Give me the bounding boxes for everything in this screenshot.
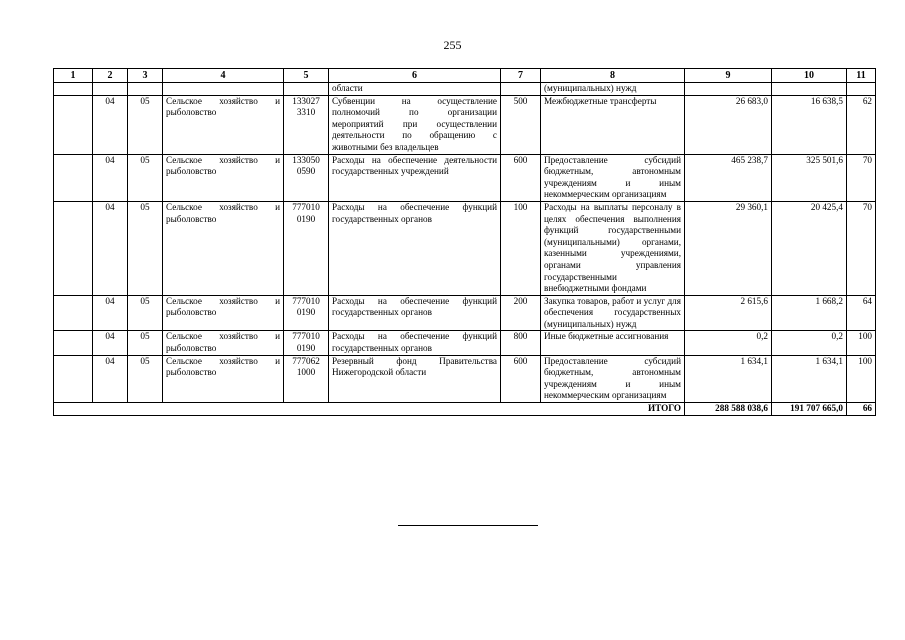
- col-header-6: 6: [329, 69, 501, 83]
- planned-amount: 1 634,1: [685, 355, 772, 402]
- expense-type-code: 200: [501, 295, 541, 331]
- col-header-3: 3: [128, 69, 163, 83]
- empty-cell: [54, 295, 93, 331]
- expense-type-code: 500: [501, 95, 541, 154]
- expense-type-name: Иные бюджетные ассигнования: [541, 331, 685, 355]
- total-row: [54, 403, 876, 416]
- target-article: 133050 0590: [284, 154, 329, 201]
- actual-amount: 1 634,1: [772, 355, 847, 402]
- expense-type-name: Предоставление субсидий бюджетным, автономным учреждениям и иным некоммерческим организациям: [541, 355, 685, 402]
- expense-type-name: Расходы на выплаты персоналу в целях обеспечения выполнения функций государственными (муниципальными) органами, казенными учреждениями, органами управления государственными внебюджетными фондами: [541, 201, 685, 295]
- expense-description: Расходы на обеспечение функций государственных органов: [329, 295, 501, 331]
- expense-description: Расходы на обеспечение деятельности государственных учреждений: [329, 154, 501, 201]
- col-header-11: 11: [847, 69, 876, 83]
- col-header-8: 8: [541, 69, 685, 83]
- actual-amount: 325 501,6: [772, 154, 847, 201]
- header-row: [54, 69, 876, 83]
- target-article: 777062 1000: [284, 355, 329, 402]
- expense-description: Расходы на обеспечение функций государственных органов: [329, 331, 501, 355]
- subsection-code: 05: [128, 95, 163, 154]
- section-code: 04: [93, 355, 128, 402]
- continuation-description: области: [329, 83, 501, 96]
- execution-percent: 100: [847, 355, 876, 402]
- target-article: 777010 0190: [284, 201, 329, 295]
- expense-type-code: 100: [501, 201, 541, 295]
- section-code: 04: [93, 295, 128, 331]
- actual-amount: 16 638,5: [772, 95, 847, 154]
- execution-percent: 70: [847, 154, 876, 201]
- total-planned: 288 588 038,6: [685, 403, 772, 416]
- subsection-code: 05: [128, 201, 163, 295]
- table-row: [54, 355, 876, 402]
- col-header-7: 7: [501, 69, 541, 83]
- execution-percent: 100: [847, 331, 876, 355]
- section-code: 04: [93, 201, 128, 295]
- col-header-5: 5: [284, 69, 329, 83]
- target-article: 777010 0190: [284, 331, 329, 355]
- expense-type-code: 600: [501, 355, 541, 402]
- subsection-code: 05: [128, 355, 163, 402]
- planned-amount: 465 238,7: [685, 154, 772, 201]
- expense-type-code: 800: [501, 331, 541, 355]
- continuation-expense-type: (муниципальных) нужд: [541, 83, 685, 96]
- col-header-9: 9: [685, 69, 772, 83]
- empty-cell: [54, 154, 93, 201]
- section-name: Сельское хозяйство и рыболовство: [163, 331, 284, 355]
- section-name: Сельское хозяйство и рыболовство: [163, 201, 284, 295]
- section-name: Сельское хозяйство и рыболовство: [163, 154, 284, 201]
- table-row: [54, 201, 876, 295]
- target-article: 777010 0190: [284, 295, 329, 331]
- target-article: 133027 3310: [284, 95, 329, 154]
- empty-cell: [54, 201, 93, 295]
- subsection-code: 05: [128, 295, 163, 331]
- section-code: 04: [93, 95, 128, 154]
- expense-type-name: Предоставление субсидий бюджетным, автономным учреждениям и иным некоммерческим организациям: [541, 154, 685, 201]
- actual-amount: 0,2: [772, 331, 847, 355]
- execution-percent: 70: [847, 201, 876, 295]
- planned-amount: 26 683,0: [685, 95, 772, 154]
- total-label: ИТОГО: [54, 403, 685, 416]
- col-header-10: 10: [772, 69, 847, 83]
- subsection-code: 05: [128, 331, 163, 355]
- actual-amount: 20 425,4: [772, 201, 847, 295]
- planned-amount: 0,2: [685, 331, 772, 355]
- total-actual: 191 707 665,0: [772, 403, 847, 416]
- planned-amount: 2 615,6: [685, 295, 772, 331]
- expense-type-code: 600: [501, 154, 541, 201]
- empty-cell: [54, 95, 93, 154]
- page-number: 255: [443, 38, 462, 52]
- empty-cell: [54, 355, 93, 402]
- execution-percent: 62: [847, 95, 876, 154]
- col-header-2: 2: [93, 69, 128, 83]
- expense-type-name: Межбюджетные трансферты: [541, 95, 685, 154]
- section-code: 04: [93, 331, 128, 355]
- expense-description: Субвенции на осуществление полномочий по организации мероприятий при осуществлении деятельности по обращению с животными без владельцев: [329, 95, 501, 154]
- footer-divider: [398, 525, 538, 526]
- section-name: Сельское хозяйство и рыболовство: [163, 295, 284, 331]
- col-header-4: 4: [163, 69, 284, 83]
- execution-percent: 64: [847, 295, 876, 331]
- subsection-code: 05: [128, 154, 163, 201]
- section-name: Сельское хозяйство и рыболовство: [163, 355, 284, 402]
- total-percent: 66: [847, 403, 876, 416]
- section-name: Сельское хозяйство и рыболовство: [163, 95, 284, 154]
- planned-amount: 29 360,1: [685, 201, 772, 295]
- expense-description: Расходы на обеспечение функций государственных органов: [329, 201, 501, 295]
- section-code: 04: [93, 154, 128, 201]
- actual-amount: 1 668,2: [772, 295, 847, 331]
- continuation-row: [54, 83, 876, 96]
- empty-cell: [54, 331, 93, 355]
- table-row: [54, 154, 876, 201]
- expense-type-name: Закупка товаров, работ и услуг для обеспечения государственных (муниципальных) нужд: [541, 295, 685, 331]
- table-row: [54, 331, 876, 355]
- col-header-1: 1: [54, 69, 93, 83]
- expense-description: Резервный фонд Правительства Нижегородской области: [329, 355, 501, 402]
- budget-table: [53, 68, 876, 416]
- table-row: [54, 295, 876, 331]
- table-row: [54, 95, 876, 154]
